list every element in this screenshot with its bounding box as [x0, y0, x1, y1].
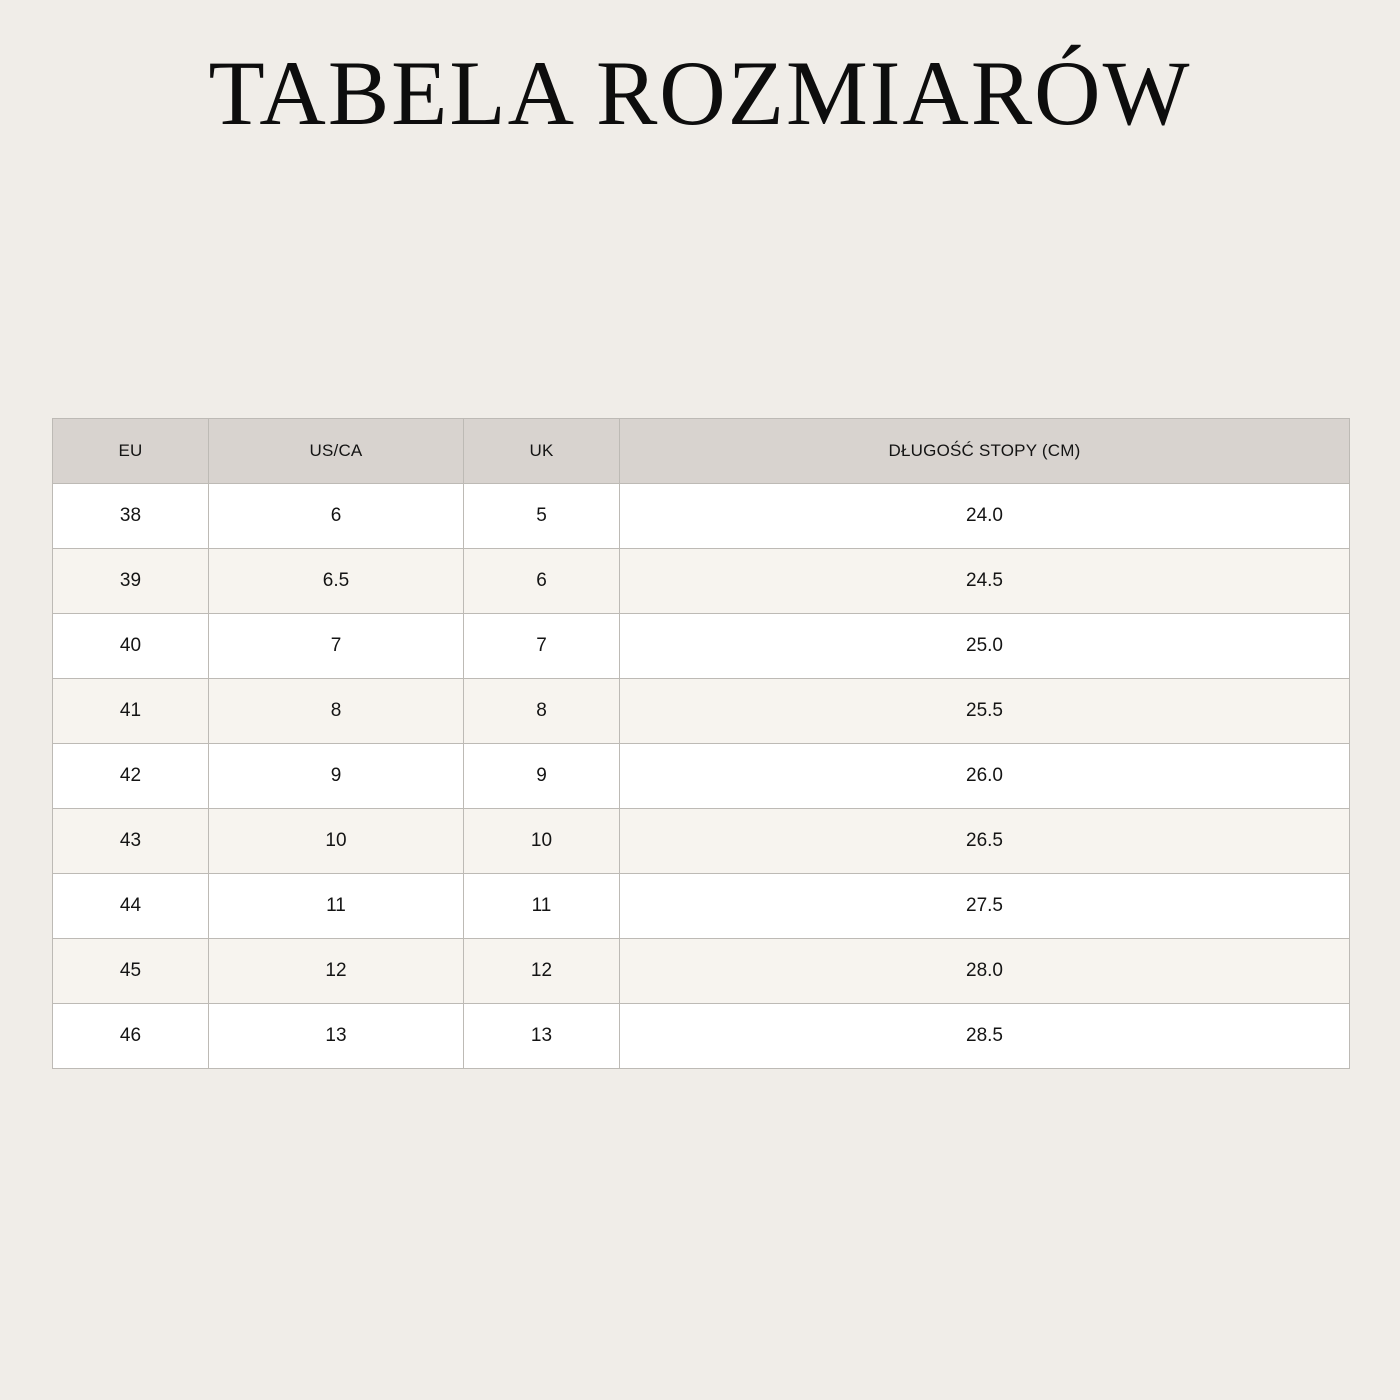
cell-foot-length: 28.5 — [620, 1004, 1350, 1069]
table-header-row — [53, 419, 1350, 484]
cell-uk: 7 — [464, 614, 620, 679]
table-row — [53, 809, 1350, 874]
table-row — [53, 744, 1350, 809]
header-us-ca: US/CA — [209, 419, 464, 484]
table-row — [53, 874, 1350, 939]
cell-us-ca: 10 — [209, 809, 464, 874]
cell-uk: 5 — [464, 484, 620, 549]
table-row — [53, 1004, 1350, 1069]
cell-foot-length: 26.5 — [620, 809, 1350, 874]
cell-us-ca: 6.5 — [209, 549, 464, 614]
cell-uk: 13 — [464, 1004, 620, 1069]
cell-eu: 39 — [53, 549, 209, 614]
cell-foot-length: 25.5 — [620, 679, 1350, 744]
cell-foot-length: 25.0 — [620, 614, 1350, 679]
cell-uk: 8 — [464, 679, 620, 744]
cell-foot-length: 24.5 — [620, 549, 1350, 614]
cell-uk: 11 — [464, 874, 620, 939]
cell-us-ca: 11 — [209, 874, 464, 939]
cell-us-ca: 13 — [209, 1004, 464, 1069]
header-eu: EU — [53, 419, 209, 484]
cell-us-ca: 12 — [209, 939, 464, 1004]
page-title: TABELA ROZMIARÓW — [208, 42, 1192, 144]
cell-eu: 46 — [53, 1004, 209, 1069]
cell-uk: 12 — [464, 939, 620, 1004]
cell-eu: 42 — [53, 744, 209, 809]
cell-foot-length: 27.5 — [620, 874, 1350, 939]
table-row — [53, 679, 1350, 744]
cell-foot-length: 24.0 — [620, 484, 1350, 549]
cell-eu: 40 — [53, 614, 209, 679]
cell-uk: 10 — [464, 809, 620, 874]
table-row — [53, 549, 1350, 614]
cell-foot-length: 28.0 — [620, 939, 1350, 1004]
table-row — [53, 484, 1350, 549]
cell-eu: 43 — [53, 809, 209, 874]
cell-us-ca: 7 — [209, 614, 464, 679]
cell-eu: 45 — [53, 939, 209, 1004]
cell-us-ca: 9 — [209, 744, 464, 809]
cell-eu: 38 — [53, 484, 209, 549]
table-row — [53, 939, 1350, 1004]
cell-us-ca: 8 — [209, 679, 464, 744]
table-row — [53, 614, 1350, 679]
header-uk: UK — [464, 419, 620, 484]
size-chart-table — [52, 418, 1350, 1069]
cell-eu: 44 — [53, 874, 209, 939]
header-foot-length: DŁUGOŚĆ STOPY (CM) — [620, 419, 1350, 484]
cell-foot-length: 26.0 — [620, 744, 1350, 809]
cell-uk: 9 — [464, 744, 620, 809]
cell-us-ca: 6 — [209, 484, 464, 549]
cell-eu: 41 — [53, 679, 209, 744]
cell-uk: 6 — [464, 549, 620, 614]
